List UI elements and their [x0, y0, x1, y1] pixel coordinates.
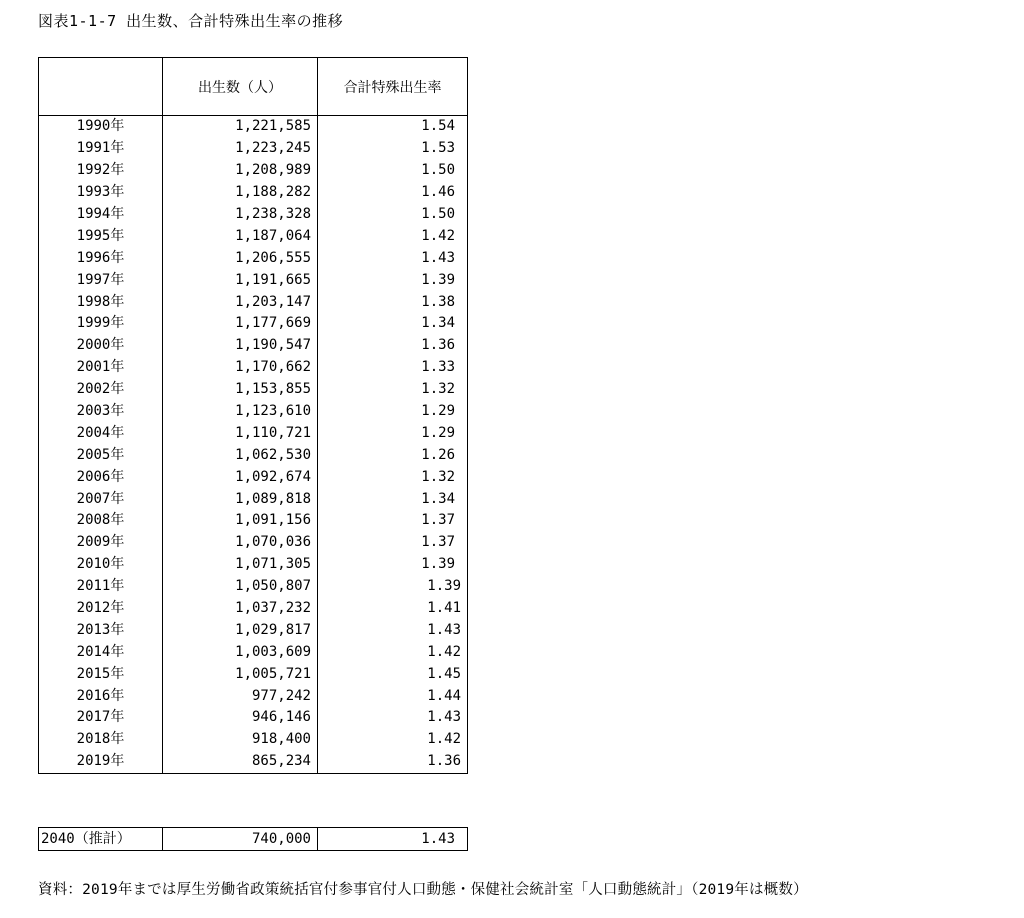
table-row [39, 510, 468, 532]
table-row [39, 182, 468, 204]
table-row [39, 335, 468, 357]
year-cell: 1999年 [39, 313, 163, 335]
births-cell: 946,146 [163, 707, 318, 729]
table-row [39, 247, 468, 269]
year-cell: 2009年 [39, 532, 163, 554]
year-cell: 2003年 [39, 401, 163, 423]
projection-label: 2040（推計） [39, 828, 163, 851]
tfr-cell: 1.33 [318, 357, 468, 379]
table-row [39, 729, 468, 751]
table-row [39, 269, 468, 291]
table-row [39, 641, 468, 663]
table-row [39, 204, 468, 226]
births-cell: 1,110,721 [163, 422, 318, 444]
table-row [39, 619, 468, 641]
year-cell: 2004年 [39, 422, 163, 444]
header-births: 出生数（人） [163, 58, 318, 116]
table-row [39, 379, 468, 401]
year-cell: 1996年 [39, 247, 163, 269]
table-body [39, 116, 468, 774]
tfr-cell: 1.54 [318, 116, 468, 138]
tfr-cell: 1.41 [318, 598, 468, 620]
table-row [39, 598, 468, 620]
births-cell: 1,223,245 [163, 138, 318, 160]
page-title: 図表1-1-7 出生数、合計特殊出生率の推移 [38, 12, 344, 30]
table-row [39, 444, 468, 466]
births-cell: 1,062,530 [163, 444, 318, 466]
tfr-cell: 1.38 [318, 291, 468, 313]
tfr-cell: 1.45 [318, 663, 468, 685]
projection-row [39, 828, 468, 851]
births-cell: 1,187,064 [163, 225, 318, 247]
tfr-cell: 1.44 [318, 685, 468, 707]
births-cell: 1,037,232 [163, 598, 318, 620]
year-cell: 2005年 [39, 444, 163, 466]
year-cell: 2013年 [39, 619, 163, 641]
year-cell: 2002年 [39, 379, 163, 401]
tfr-cell: 1.50 [318, 204, 468, 226]
births-tfr-table [38, 57, 468, 774]
births-cell: 1,092,674 [163, 466, 318, 488]
year-cell: 1992年 [39, 160, 163, 182]
year-cell: 2006年 [39, 466, 163, 488]
tfr-cell: 1.36 [318, 751, 468, 773]
tfr-cell: 1.39 [318, 576, 468, 598]
year-cell: 2017年 [39, 707, 163, 729]
births-cell: 865,234 [163, 751, 318, 773]
table-row [39, 401, 468, 423]
header-tfr: 合計特殊出生率 [318, 58, 468, 116]
births-cell: 1,206,555 [163, 247, 318, 269]
tfr-cell: 1.46 [318, 182, 468, 204]
year-cell: 1991年 [39, 138, 163, 160]
births-cell: 1,050,807 [163, 576, 318, 598]
births-cell: 1,177,669 [163, 313, 318, 335]
year-cell: 2001年 [39, 357, 163, 379]
births-cell: 1,029,817 [163, 619, 318, 641]
tfr-cell: 1.26 [318, 444, 468, 466]
year-cell: 2000年 [39, 335, 163, 357]
table-row [39, 576, 468, 598]
projection-tfr: 1.43 [318, 828, 468, 851]
table-row [39, 466, 468, 488]
tfr-cell: 1.50 [318, 160, 468, 182]
header-year [39, 58, 163, 116]
births-cell: 1,070,036 [163, 532, 318, 554]
tfr-cell: 1.32 [318, 379, 468, 401]
projection-births: 740,000 [163, 828, 318, 851]
year-cell: 2012年 [39, 598, 163, 620]
table-row [39, 532, 468, 554]
tfr-cell: 1.29 [318, 401, 468, 423]
table-row [39, 751, 468, 773]
tfr-cell: 1.42 [318, 641, 468, 663]
births-cell: 1,191,665 [163, 269, 318, 291]
year-cell: 2007年 [39, 488, 163, 510]
table-row [39, 554, 468, 576]
table-row [39, 225, 468, 247]
births-cell: 1,003,609 [163, 641, 318, 663]
tfr-cell: 1.34 [318, 313, 468, 335]
table-row [39, 313, 468, 335]
births-cell: 1,203,147 [163, 291, 318, 313]
tfr-cell: 1.39 [318, 269, 468, 291]
births-cell: 1,238,328 [163, 204, 318, 226]
year-cell: 2008年 [39, 510, 163, 532]
table-row [39, 707, 468, 729]
table-row [39, 488, 468, 510]
births-cell: 977,242 [163, 685, 318, 707]
tfr-cell: 1.32 [318, 466, 468, 488]
tfr-cell: 1.43 [318, 707, 468, 729]
table-row [39, 160, 468, 182]
year-cell: 2015年 [39, 663, 163, 685]
tfr-cell: 1.39 [318, 554, 468, 576]
year-cell: 2019年 [39, 751, 163, 773]
tfr-cell: 1.53 [318, 138, 468, 160]
births-cell: 1,190,547 [163, 335, 318, 357]
table-row [39, 116, 468, 138]
tfr-cell: 1.42 [318, 225, 468, 247]
tfr-cell: 1.36 [318, 335, 468, 357]
year-cell: 1998年 [39, 291, 163, 313]
table-row [39, 422, 468, 444]
tfr-cell: 1.37 [318, 532, 468, 554]
tfr-cell: 1.34 [318, 488, 468, 510]
table-header-row [39, 58, 468, 116]
births-cell: 1,153,855 [163, 379, 318, 401]
year-cell: 2010年 [39, 554, 163, 576]
source-note: 資料：2019年までは厚生労働省政策統括官付参事官付人口動態・保健社会統計室「人口動態統計」（2019年は概数） [38, 882, 808, 898]
births-cell: 1,221,585 [163, 116, 318, 138]
births-cell: 1,170,662 [163, 357, 318, 379]
year-cell: 2018年 [39, 729, 163, 751]
year-cell: 1993年 [39, 182, 163, 204]
year-cell: 1990年 [39, 116, 163, 138]
year-cell: 1994年 [39, 204, 163, 226]
year-cell: 2016年 [39, 685, 163, 707]
table-row [39, 291, 468, 313]
births-cell: 918,400 [163, 729, 318, 751]
tfr-cell: 1.42 [318, 729, 468, 751]
table-row [39, 357, 468, 379]
table-row [39, 663, 468, 685]
tfr-cell: 1.29 [318, 422, 468, 444]
table-row [39, 138, 468, 160]
births-cell: 1,071,305 [163, 554, 318, 576]
table-row [39, 685, 468, 707]
year-cell: 1995年 [39, 225, 163, 247]
births-cell: 1,123,610 [163, 401, 318, 423]
births-cell: 1,089,818 [163, 488, 318, 510]
year-cell: 1997年 [39, 269, 163, 291]
tfr-cell: 1.43 [318, 619, 468, 641]
births-cell: 1,208,989 [163, 160, 318, 182]
births-cell: 1,091,156 [163, 510, 318, 532]
tfr-cell: 1.37 [318, 510, 468, 532]
births-cell: 1,005,721 [163, 663, 318, 685]
projection-table [38, 827, 468, 851]
year-cell: 2011年 [39, 576, 163, 598]
births-cell: 1,188,282 [163, 182, 318, 204]
tfr-cell: 1.43 [318, 247, 468, 269]
year-cell: 2014年 [39, 641, 163, 663]
